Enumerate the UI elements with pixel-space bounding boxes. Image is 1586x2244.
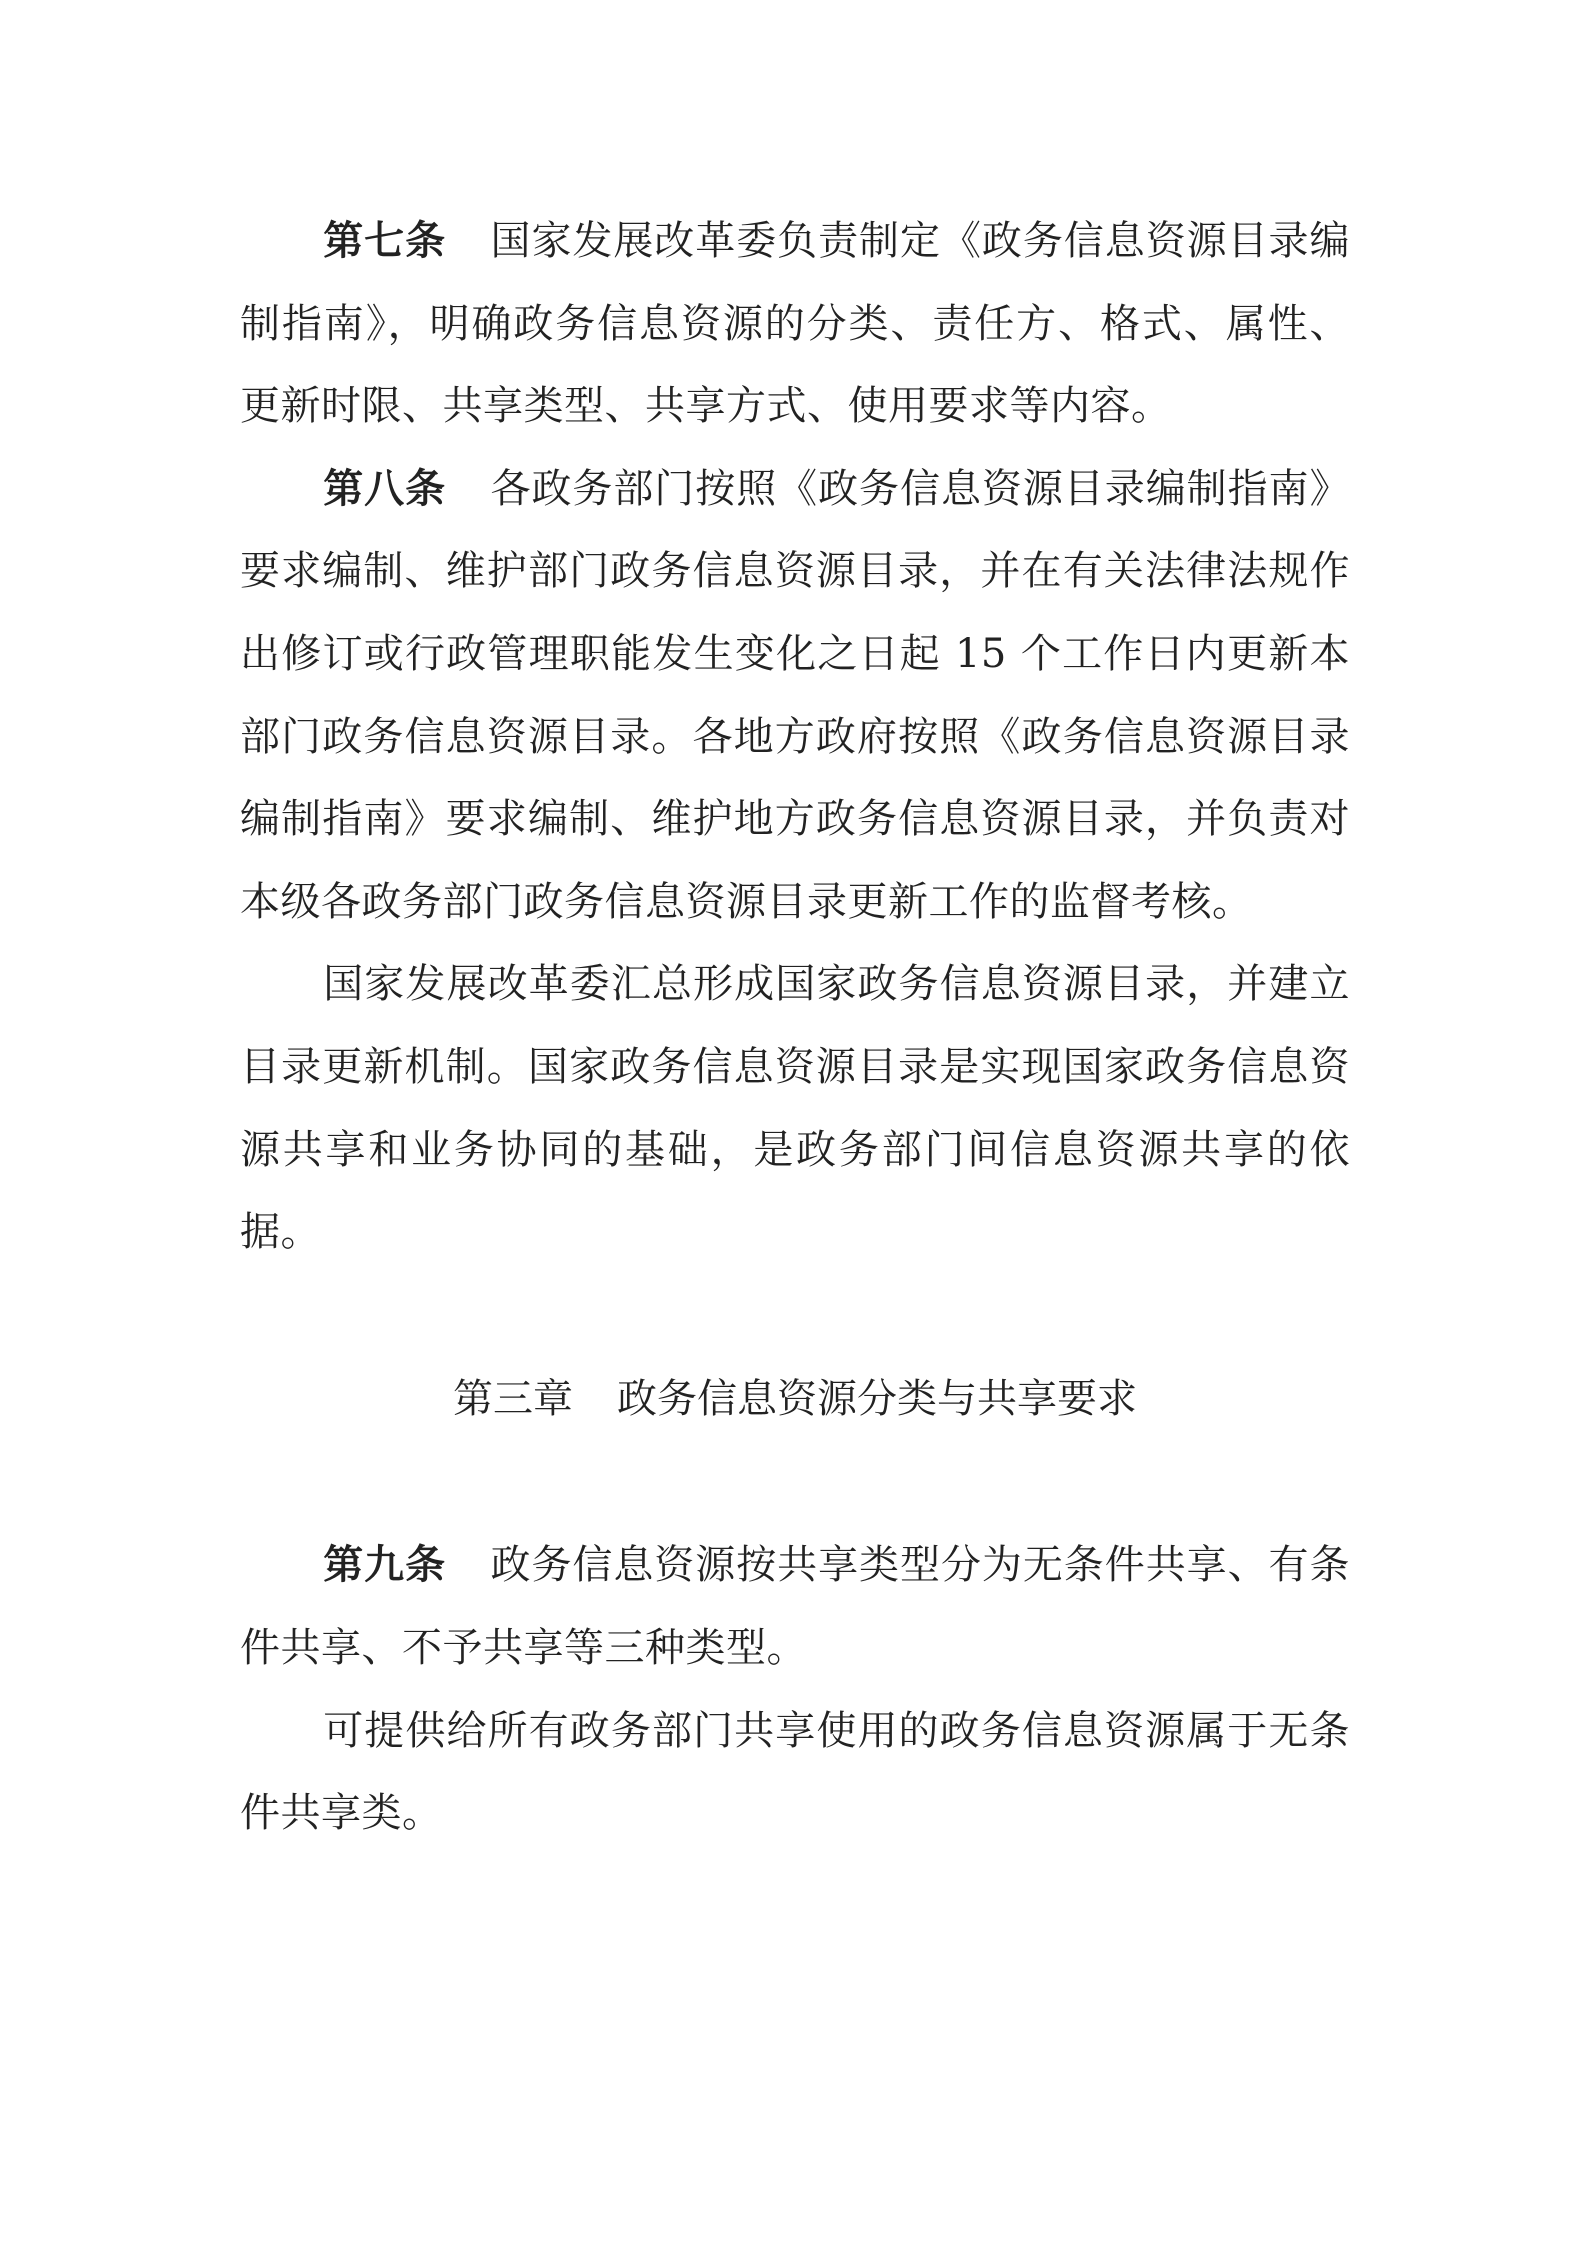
article-7-text: 国家发展改革委负责制定《政务信息资源目录编制指南》，明确政务信息资源的分类、责任方、格式、属性、更新时限、共享类型、共享方式、使用要求等内容。 [240,218,1351,430]
article-7-label: 第七条 [323,218,447,264]
paragraph-unconditional: 可提供给所有政务部门共享使用的政务信息资源属于无条件共享类。 [240,1707,1350,1837]
chapter-title: 政务信息资源分类与共享要求 [617,1375,1137,1422]
article-9 [240,1524,1350,1689]
article-8 [240,448,1350,944]
chapter-label: 第三章 [453,1375,573,1422]
article-8-text: 各政务部门按照《政务信息资源目录编制指南》要求编制、维护部门政务信息资源目录，并在有关法律法规作出修订或行政管理职能发生变化之日起 15 个工作日内更新本部门政务信息资源目录。各地方政府按照《政务信息资源目录编制指南》要求编制、维护地方政务信息资源目录，并负责对本级各政务部门政务信息资源目录更新工作的监督考核。 [240,465,1351,925]
chapter-heading [240,1358,1350,1441]
article-9-label: 第九条 [323,1542,447,1589]
article-7 [240,200,1350,448]
document-page [240,200,1350,1855]
article-8-label: 第八条 [323,465,447,512]
paragraph-national-catalog: 国家发展改革委汇总形成国家政务信息资源目录，并建立目录更新机制。国家政务信息资源目录是实现国家政务信息资源共享和业务协同的基础，是政务部门间信息资源共享的依据。 [240,961,1350,1256]
article-9-text: 政务信息资源按共享类型分为无条件共享、有条件共享、不予共享等三种类型。 [240,1542,1351,1671]
